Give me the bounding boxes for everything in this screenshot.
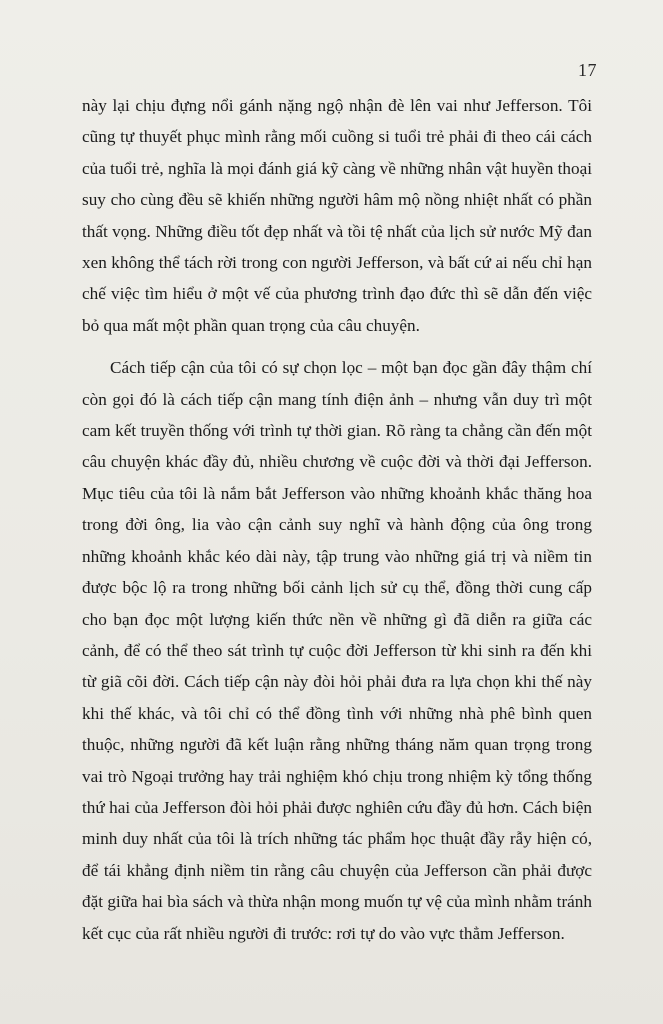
- page-number: 17: [578, 60, 597, 80]
- body-text: [82, 90, 592, 949]
- paragraph-2: Cách tiếp cận của tôi có sự chọn lọc – một bạn đọc gần đây thậm chí còn gọi đó là cách tiếp cận mang tính điện ảnh – nhưng vẫn duy trì một cam kết truyền thống với trình tự thời gian. Rõ ràng ta chẳng cần đến một câu chuyện khác đầy đủ, nhiều chương về cuộc đời và thời đại Jefferson. Mục tiêu của tôi là nắm bắt Jefferson vào những khoảnh khắc thăng hoa trong đời ông, lia vào cận cảnh suy nghĩ và hành động của ông trong những khoảnh khắc kéo dài này, tập trung vào những giá trị và niềm tin được bộc lộ ra trong những bối cảnh lịch sử cụ thể, đồng thời cung cấp cho bạn đọc một lượng kiến thức nền về những gì đã diễn ra giữa các cảnh, để có thể theo sát trình tự cuộc đời Jefferson từ khi sinh ra đến khi từ giã cõi đời. Cách tiếp cận này đòi hỏi phải đưa ra lựa chọn khi thế này khi thế khác, và tôi chỉ có thể đồng tình với những nhà phê bình quen thuộc, những người đã kết luận rằng những tháng năm quan trọng trong vai trò Ngoại trưởng hay trải nghiệm khó chịu trong nhiệm kỳ tổng thống thứ hai của Jefferson đòi hỏi phải được nghiên cứu đầy đủ hơn. Cách biện minh duy nhất của tôi là trích những tác phẩm học thuật đầy rẫy hiện có, để tái khẳng định niềm tin rằng câu chuyện của Jefferson cần phải được đặt giữa hai bìa sách và thừa nhận mong muốn tự vệ của mình nhằm tránh kết cục của rất nhiều người đi trước: rơi tự do vào vực thẳm Jefferson.: [82, 358, 592, 943]
- paragraph-1: này lại chịu đựng nổi gánh nặng ngộ nhận đè lên vai như Jefferson. Tôi cũng tự thuyết phục mình rằng mối cuồng si tuổi trẻ phải đi theo cái cách của tuổi trẻ, nghĩa là mọi đánh giá kỹ càng về những nhân vật huyền thoại suy cho cùng đều sẽ khiến những người hâm mộ nồng nhiệt nhất có phần thất vọng. Những điều tốt đẹp nhất và tồi tệ nhất của lịch sử nước Mỹ đan xen không thể tách rời trong con người Jefferson, và bất cứ ai nếu chỉ hạn chế việc tìm hiểu ở một vế của phương trình đạo đức thì sẽ dẫn đến việc bỏ qua mất một phần quan trọng của câu chuyện.: [82, 96, 592, 335]
